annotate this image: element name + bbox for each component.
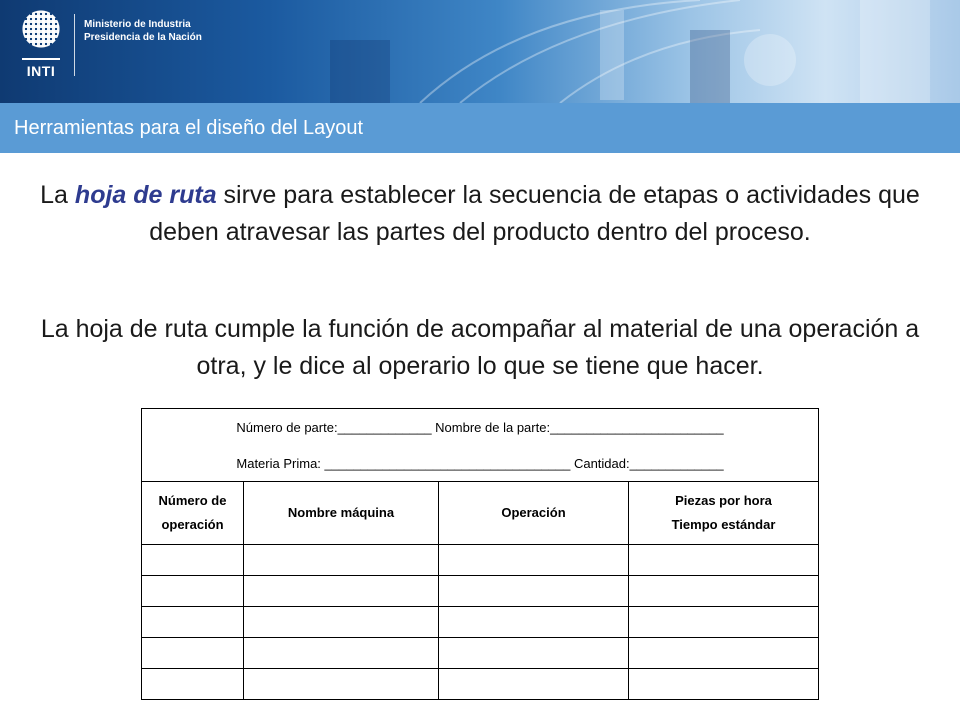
col-header-pieces-per-hour (629, 482, 819, 545)
ministry-line-1: Ministerio de Industria (84, 19, 191, 30)
title-bar (0, 103, 960, 153)
table-cell (244, 669, 439, 700)
logo-divider (22, 58, 60, 60)
p1-rest: sirve para establecer la secuencia de etapas o actividades que deben atravesar las partes del producto dentro del proceso. (149, 181, 920, 246)
table-cell (244, 576, 439, 607)
table-cell (629, 669, 819, 700)
col4-line-a: Piezas por hora (675, 493, 772, 508)
table-row (142, 638, 819, 669)
table-cell (629, 576, 819, 607)
table-cell (439, 545, 629, 576)
table-cell (142, 669, 244, 700)
header-divider (74, 14, 75, 76)
table-cell (439, 576, 629, 607)
paragraph-definition (20, 177, 940, 251)
table-cell (439, 669, 629, 700)
slide-title: Herramientas para el diseño del Layout (14, 117, 364, 139)
table-cell (244, 607, 439, 638)
col-header-machine-name: Nombre máquina (244, 482, 439, 545)
table-row (142, 607, 819, 638)
ministry-line-2: Presidencia de la Nación (84, 32, 202, 43)
table-row (142, 576, 819, 607)
route-sheet-header-line-1: Número de parte:_____________ Nombre de la parte:________________________ (142, 409, 819, 446)
inti-logo (14, 10, 66, 90)
table-row (142, 669, 819, 700)
col-header-operation: Operación (439, 482, 629, 545)
table-cell (629, 545, 819, 576)
table-cell (439, 638, 629, 669)
inti-globe-logo-icon (22, 10, 60, 48)
p1-emphasis: hoja de ruta (74, 181, 217, 209)
banner-background-art (0, 0, 960, 103)
col1-line-b: operación (161, 517, 224, 532)
table-row (142, 545, 819, 576)
table-cell (244, 638, 439, 669)
table-cell (629, 638, 819, 669)
table-cell (142, 576, 244, 607)
header-banner (0, 0, 960, 103)
route-sheet-table (141, 408, 819, 700)
logo-text: INTI (26, 63, 56, 79)
table-cell (629, 607, 819, 638)
paragraph-function: La hoja de ruta cumple la función de acompañar al material de una operación a otra, y le dice al operario lo que se tiene que hacer. (40, 315, 920, 380)
ministry-label (84, 18, 202, 44)
col1-line-a: Número de (158, 493, 227, 508)
table-cell (244, 545, 439, 576)
col4-line-b: Tiempo estándar (671, 517, 776, 532)
table-cell (439, 607, 629, 638)
col-header-operation-number (142, 482, 244, 545)
route-sheet-header-line-2: Materia Prima: __________________________________ Cantidad:_____________ (142, 445, 819, 482)
p1-lead: La (40, 181, 75, 209)
table-cell (142, 607, 244, 638)
table-cell (142, 545, 244, 576)
table-cell (142, 638, 244, 669)
